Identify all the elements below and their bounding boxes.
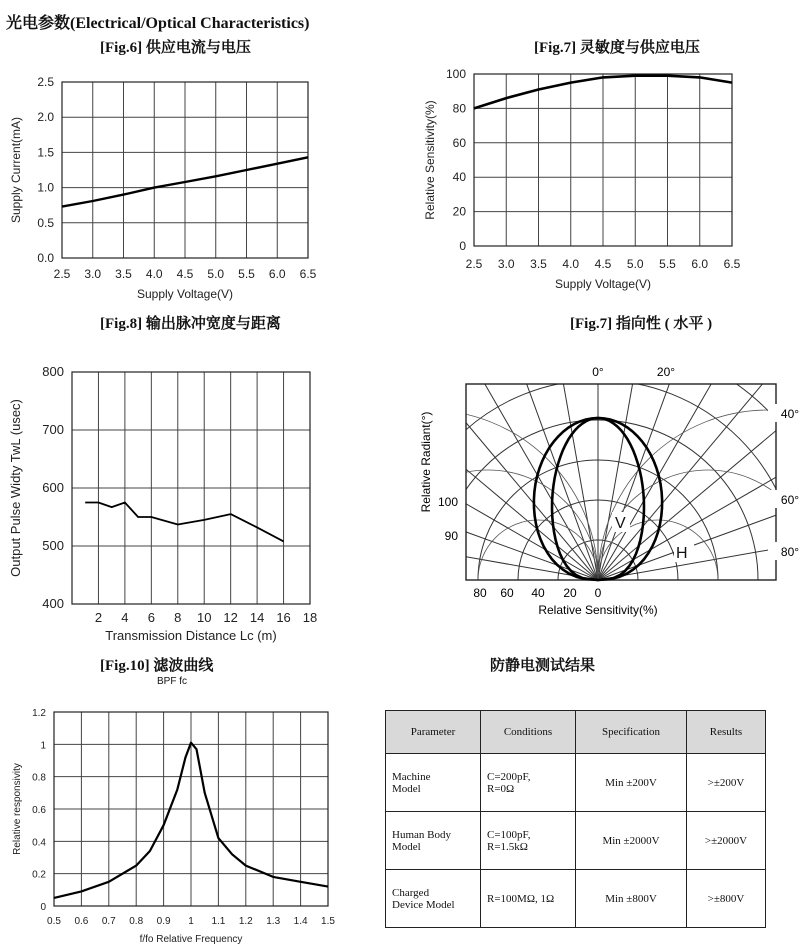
fig7b-title: [Fig.7] 指向性 ( 水平 ) (570, 316, 713, 332)
x-tick-label: 8 (174, 610, 182, 625)
esd-header-cell: Conditions (481, 711, 576, 754)
y-tick-label: 60 (452, 135, 466, 150)
x-tick-label: 0.9 (156, 916, 171, 927)
y-axis-label: Relative Radiant(°) (419, 411, 433, 513)
y-tick-label: 1.0 (37, 180, 54, 195)
y-tick-label: 100 (445, 67, 466, 81)
y-axis-label: Output Pulse Widty TwL (usec) (8, 399, 23, 577)
x-tick-label: 2 (94, 610, 103, 625)
fig10-chart (0, 700, 340, 946)
x-tick-label: 16 (276, 610, 291, 625)
y-tick-label: 1.5 (37, 145, 54, 160)
y-tick-label: 700 (42, 422, 64, 437)
x-axis-label: Transmission Distance Lc (m) (105, 628, 277, 643)
x-tick-label: 1.5 (321, 916, 335, 927)
esd-title: 防静电测试结果 (490, 658, 596, 674)
x-tick-label: 6.0 (268, 267, 286, 281)
y-tick-label: 1 (40, 740, 46, 752)
x-tick-label: 5.0 (207, 267, 225, 281)
x-tick-label: 3.0 (84, 267, 102, 281)
y-tick-label: 500 (42, 538, 64, 553)
esd-conditions-cell: C=200pF, R=0Ω (481, 754, 576, 812)
esd-result-cell: >±800V (687, 870, 766, 928)
angle-label: 40° (780, 407, 800, 421)
y-tick-label: 20 (452, 204, 466, 219)
fig10-title: [Fig.10] 滤波曲线 (100, 658, 214, 674)
radial-label: 90 (444, 529, 458, 543)
x-tick-label: 2.5 (465, 257, 483, 271)
series-label-v: V (615, 515, 626, 532)
x-tick-label: 4.0 (562, 257, 580, 271)
esd-spec-cell: Min ±200V (576, 754, 687, 812)
y-axis-label: Relative responsivity (12, 763, 23, 855)
x-tick-label: 20 (563, 586, 577, 600)
esd-row (386, 754, 766, 812)
fig7a-chart (412, 58, 772, 310)
series-label-h: H (676, 545, 688, 562)
polar-spoke (341, 274, 598, 580)
x-tick-label: 40 (531, 586, 545, 600)
y-tick-label: 2.5 (37, 75, 54, 89)
x-tick-label: 1.3 (266, 916, 281, 927)
y-tick-label: 0 (40, 902, 46, 913)
esd-table (385, 710, 766, 928)
x-axis-label: Supply Voltage(V) (554, 277, 652, 291)
x-tick-label: 10 (196, 610, 212, 625)
y-tick-label: 0.4 (32, 837, 46, 849)
y-tick-label: 0.6 (32, 805, 46, 816)
y-tick-label: 0 (459, 239, 466, 253)
fig6-chart (0, 62, 330, 312)
x-tick-label: 1.2 (238, 916, 253, 927)
x-tick-label: 18 (302, 610, 318, 625)
x-tick-label: 1.1 (211, 916, 226, 927)
x-tick-label: 6.5 (299, 267, 317, 281)
y-axis-label: Supply Current(mA) (9, 116, 23, 224)
y-tick-label: 40 (452, 170, 466, 185)
y-tick-label: 0.8 (32, 772, 46, 784)
x-tick-label: 14 (249, 610, 265, 625)
x-tick-label: 4 (121, 610, 129, 625)
y-tick-label: 0.2 (32, 869, 46, 881)
esd-header-cell: Parameter (386, 711, 481, 754)
esd-conditions-cell: R=100MΩ, 1Ω (481, 870, 576, 928)
angle-label: 20° (656, 365, 676, 379)
x-tick-label: 0 (594, 586, 602, 600)
x-axis-label: Supply Voltage(V) (136, 287, 234, 301)
y-tick-label: 1.2 (32, 708, 46, 719)
y-tick-label: 80 (452, 101, 466, 116)
x-tick-label: 4.5 (176, 267, 194, 281)
x-tick-label: 0.5 (47, 916, 61, 927)
x-tick-label: 6.5 (723, 257, 741, 271)
y-tick-label: 0.5 (37, 215, 54, 230)
x-tick-label: 1.4 (293, 916, 308, 927)
x-tick-label: 5.5 (238, 267, 255, 281)
esd-parameter-cell: Human Body Model (386, 812, 481, 870)
esd-parameter-cell: Charged Device Model (386, 870, 481, 928)
esd-header-row (386, 711, 766, 754)
esd-row (386, 812, 766, 870)
series-line (85, 503, 283, 542)
angle-label: 0° (592, 365, 604, 379)
x-tick-label: 6 (147, 610, 155, 625)
x-tick-label: 4.5 (594, 257, 612, 271)
x-tick-label: 5.5 (659, 257, 676, 271)
y-tick-label: 2.0 (37, 110, 54, 125)
y-tick-label: 400 (42, 596, 64, 611)
x-tick-label: 60 (500, 586, 514, 600)
y-tick-label: 800 (42, 364, 64, 379)
x-tick-label: 2.5 (53, 267, 71, 281)
fig8-title: [Fig.8] 输出脉冲宽度与距离 (100, 316, 281, 332)
x-tick-label: 0.6 (74, 916, 89, 927)
x-tick-label: 12 (223, 610, 238, 625)
x-tick-label: 6.0 (691, 257, 709, 271)
angle-label: 60° (780, 493, 800, 507)
fig10-subtitle: BPF fc (157, 676, 188, 687)
fig6-title: [Fig.6] 供应电流与电压 (100, 40, 251, 56)
esd-spec-cell: Min ±800V (576, 870, 687, 928)
esd-header-cell: Specification (576, 711, 687, 754)
x-tick-label: 0.8 (129, 916, 144, 927)
radial-label: 100 (437, 495, 458, 509)
x-tick-label: 4.0 (145, 267, 163, 281)
fig7b-chart (412, 362, 800, 622)
angle-label: 80° (780, 545, 800, 559)
esd-result-cell: >±2000V (687, 812, 766, 870)
esd-parameter-cell: Machine Model (386, 754, 481, 812)
esd-conditions-cell: C=100pF, R=1.5kΩ (481, 812, 576, 870)
x-axis-label: f/fo Relative Frequency (139, 934, 243, 945)
fig7a-title: [Fig.7] 灵敏度与供应电压 (534, 40, 700, 56)
y-axis-label: Relative Sensitivity(%) (423, 100, 437, 220)
esd-header-cell: Results (687, 711, 766, 754)
esd-spec-cell: Min ±2000V (576, 812, 687, 870)
esd-result-cell: >±200V (687, 754, 766, 812)
x-tick-label: 5.0 (626, 257, 644, 271)
page-title: 光电参数(Electrical/Optical Characteristics) (6, 15, 310, 32)
x-tick-label: 3.5 (115, 267, 132, 281)
x-axis-label: Relative Sensitivity(%) (538, 603, 658, 617)
x-tick-label: 3.5 (530, 257, 547, 271)
x-tick-label: 1 (188, 916, 194, 927)
x-tick-label: 0.7 (101, 916, 116, 927)
fig8-chart (0, 360, 330, 650)
x-tick-label: 80 (473, 586, 487, 600)
plot-frame (466, 384, 776, 580)
polar-spoke (598, 323, 800, 580)
y-tick-label: 0.0 (37, 251, 54, 265)
esd-row (386, 870, 766, 928)
x-tick-label: 3.0 (497, 257, 515, 271)
y-tick-label: 600 (42, 480, 64, 495)
